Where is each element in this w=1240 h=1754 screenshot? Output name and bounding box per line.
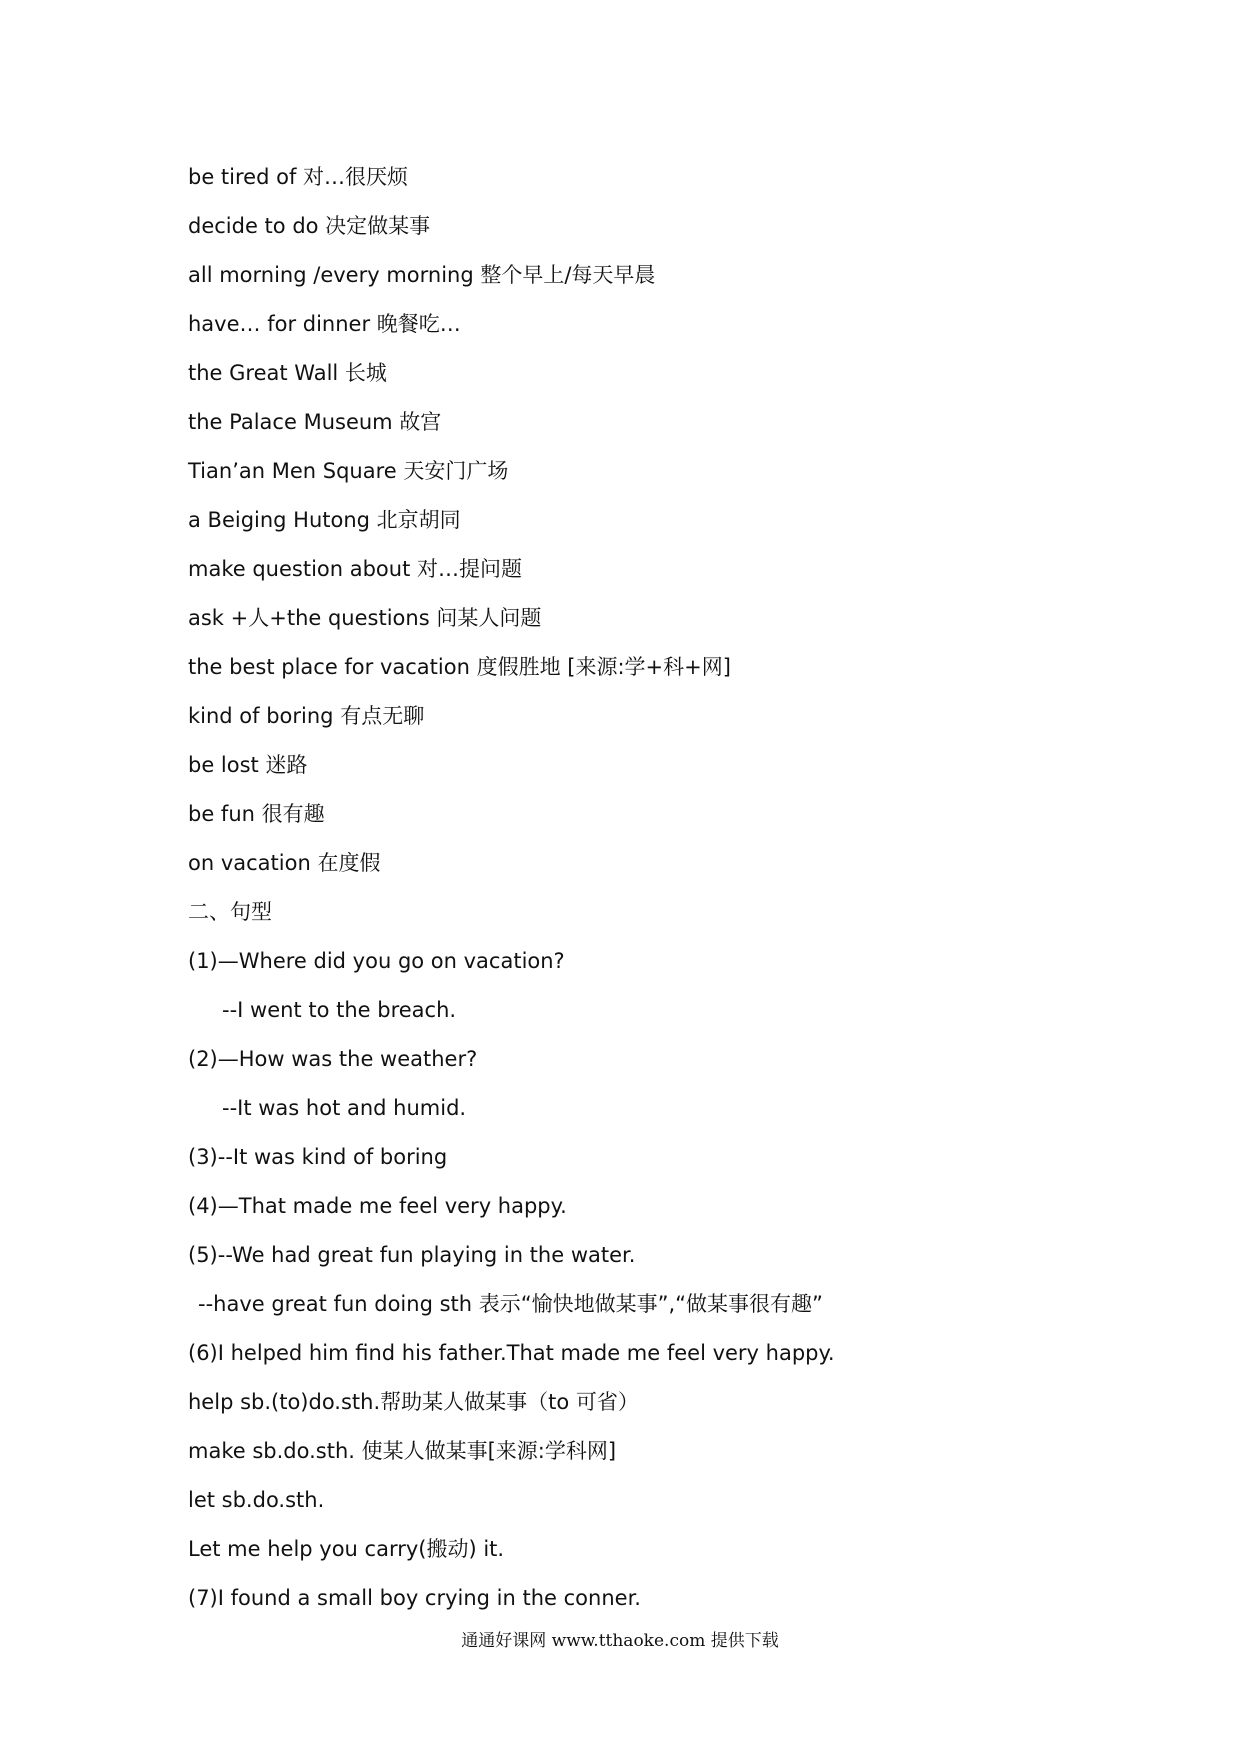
- phrase-line: make question about 对…提问题: [188, 557, 523, 581]
- phrase-line: Tian’an Men Square 天安门广场: [188, 459, 509, 483]
- sentence-line: (6)I helped him find his father.That made me feel very happy.: [188, 1341, 835, 1365]
- phrase-line: the Palace Museum 故宫: [188, 410, 442, 434]
- phrase-line: the best place for vacation 度假胜地 [来源:学+科+网]: [188, 655, 731, 679]
- phrase-line: be tired of 对…很厌烦: [188, 165, 409, 189]
- sentence-line: let sb.do.sth.: [188, 1488, 325, 1512]
- sentence-line: Let me help you carry(搬动) it.: [188, 1537, 505, 1561]
- page-footer: 通通好课网 www.tthaoke.com 提供下载: [461, 1631, 779, 1651]
- sentence-line: (2)—How was the weather?: [188, 1047, 478, 1071]
- vocabulary-list: [188, 153, 1188, 1623]
- phrase-line: kind of boring 有点无聊: [188, 704, 425, 728]
- section-heading: 二、句型: [188, 900, 272, 924]
- phrase-line: be fun 很有趣: [188, 802, 325, 826]
- sentence-line: (1)—Where did you go on vacation?: [188, 949, 565, 973]
- sentence-answer-line: --I went to the breach.: [222, 998, 457, 1022]
- phrase-line: all morning /every morning 整个早上/每天早晨: [188, 263, 656, 287]
- sentence-note-line: --have great fun doing sth 表示“愉快地做某事”,“做某事很有趣”: [198, 1292, 823, 1316]
- phrase-line: ask +人+the questions 问某人问题: [188, 606, 542, 630]
- sentence-line: (3)--It was kind of boring: [188, 1145, 448, 1169]
- sentence-line: (7)I found a small boy crying in the conner.: [188, 1586, 641, 1610]
- sentence-line: make sb.do.sth. 使某人做某事[来源:学科网]: [188, 1439, 617, 1463]
- phrase-line: be lost 迷路: [188, 753, 308, 777]
- phrase-line: a Beiging Hutong 北京胡同: [188, 508, 461, 532]
- phrase-line: on vacation 在度假: [188, 851, 381, 875]
- sentence-answer-line: --It was hot and humid.: [222, 1096, 467, 1120]
- phrase-line: decide to do 决定做某事: [188, 214, 431, 238]
- sentence-line: (5)--We had great fun playing in the water.: [188, 1243, 636, 1267]
- phrase-line: have… for dinner 晚餐吃…: [188, 312, 461, 336]
- phrase-line: the Great Wall 长城: [188, 361, 387, 385]
- sentence-line: help sb.(to)do.sth.帮助某人做某事（to 可省）: [188, 1390, 639, 1414]
- sentence-line: (4)—That made me feel very happy.: [188, 1194, 567, 1218]
